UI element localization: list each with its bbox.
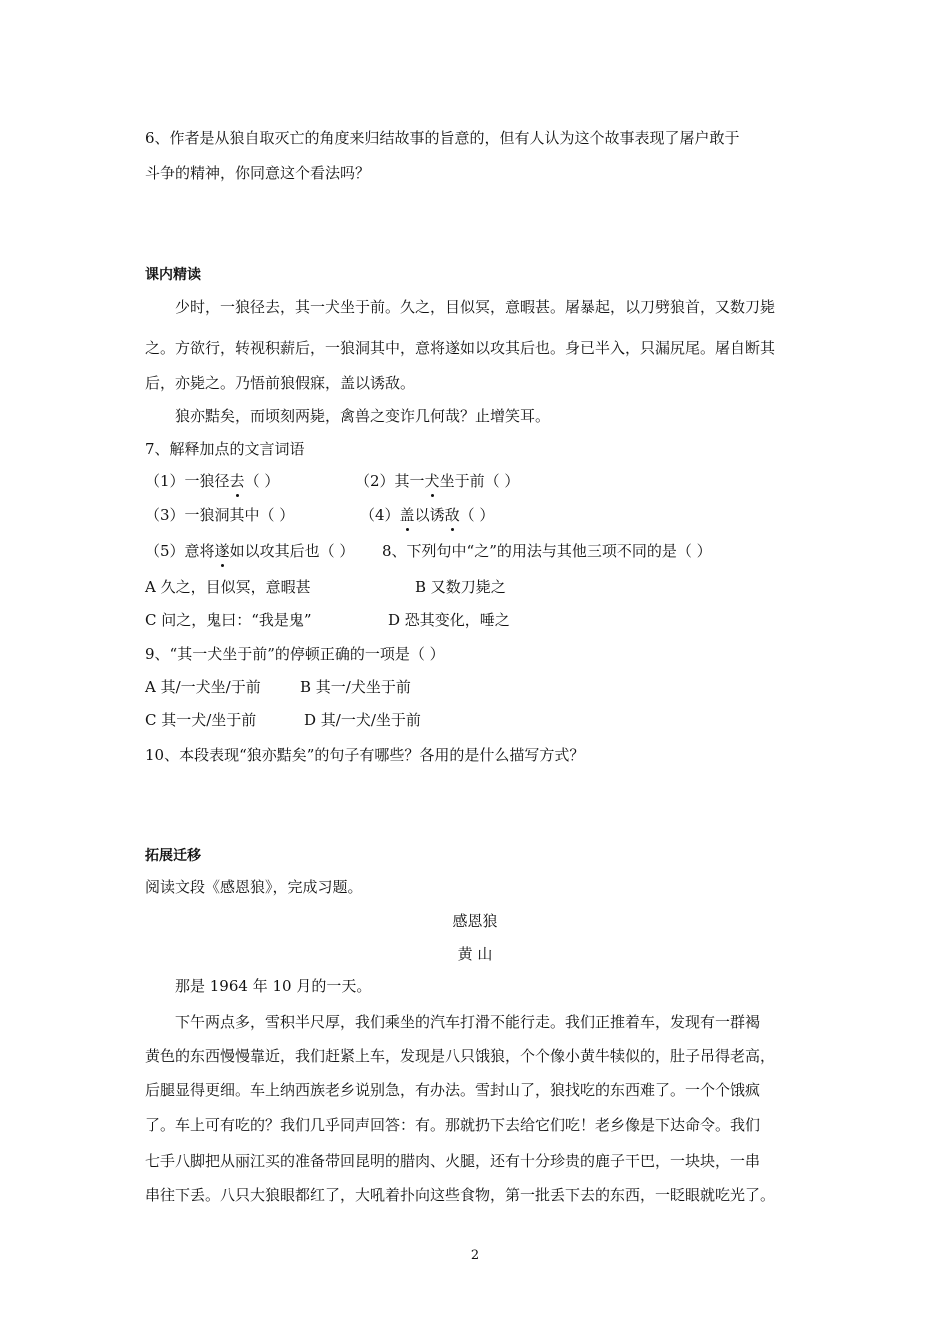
q7-item-4: （4）盖以诱敌（ ） <box>360 506 495 524</box>
q7-item-5: （5）意将遂如以攻其后也（ ） <box>145 542 355 560</box>
story-date-line: 那是 1964 年 10 月的一天。 <box>175 977 372 995</box>
page-number: 2 <box>470 1248 480 1263</box>
story-line-6: 串往下丢。八只大狼眼都红了，大吼着扑向这些食物，第一批丢下去的东西，一眨眼就吃光了。 <box>145 1186 776 1204</box>
q8-title: 8、下列句中“之”的用法与其他三项不同的是（ ） <box>382 542 712 560</box>
q8-option-c: C 问之，鬼曰：“我是鬼” <box>145 611 312 629</box>
q8-option-d: D 恐其变化，唾之 <box>388 611 510 629</box>
q7-item-1: （1）一狼径去（ ） <box>145 472 280 490</box>
story-line-2: 黄色的东西慢慢靠近，我们赶紧上车，发现是八只饿狼，个个像小黄牛犊似的，肚子吊得老高， <box>145 1047 776 1065</box>
passage-line-1: 少时，一狼径去，其一犬坐于前。久之，目似冥，意暇甚。屠暴起，以刀劈狼首，又数刀毙 <box>175 298 776 316</box>
story-line-4: 了。车上可有吃的？我们几乎同声回答：有。那就扔下去给它们吃！老乡像是下达命令。我们 <box>145 1116 761 1134</box>
section-heading-extension: 拓展迁移 <box>145 848 201 864</box>
q8-option-a: A 久之，目似冥，意暇甚 <box>145 578 311 596</box>
story-line-1: 下午两点多，雪积半尺厚，我们乘坐的汽车打滑不能行走。我们正推着车，发现有一群褐 <box>175 1013 761 1031</box>
passage-paragraph-2: 狼亦黠矣，而顷刻两毙，禽兽之变诈几何哉？止增笑耳。 <box>175 407 551 425</box>
passage-line-2: 之。方欲行，转视积薪后，一狼洞其中，意将遂如以攻其后也。身已半入，只漏尻尾。屠自断其 <box>145 339 776 357</box>
story-line-3: 后腿显得更细。车上纳西族老乡说别急，有办法。雪封山了，狼找吃的东西难了。一个个饿疯 <box>145 1081 761 1099</box>
reading-intro: 阅读文段《感恩狼》，完成习题。 <box>145 878 363 896</box>
q8-option-b: B 又数刀毙之 <box>415 578 506 596</box>
q7-title: 7、解释加点的文言词语 <box>145 440 305 458</box>
q9-option-a: A 其/一犬坐/于前 <box>145 678 261 696</box>
q9-option-d: D 其/一犬/坐于前 <box>304 711 421 729</box>
section-heading-close-reading: 课内精读 <box>145 267 201 283</box>
q7-item-2: （2）其一犬坐于前（ ） <box>355 472 520 490</box>
passage-line-3: 后，亦毙之。乃悟前狼假寐，盖以诱敌。 <box>145 374 416 392</box>
q9-option-c: C 其一犬/坐于前 <box>145 711 257 729</box>
story-line-5: 七手八脚把从丽江买的准备带回昆明的腊肉、火腿，还有十分珍贵的鹿子干巴，一块块，一串 <box>145 1152 761 1170</box>
q9-option-b: B 其一/犬坐于前 <box>300 678 411 696</box>
story-author: 黄 山 <box>457 945 493 963</box>
q9-title: 9、“其一犬坐于前”的停顿正确的一项是（ ） <box>145 645 445 663</box>
story-title: 感恩狼 <box>452 912 498 930</box>
q7-item-3: （3）一狼洞其中（ ） <box>145 506 295 524</box>
q6-line-2: 斗争的精神，你同意这个看法吗？ <box>145 164 371 182</box>
q10-question: 10、本段表现“狼亦黠矣”的句子有哪些？各用的是什么描写方式？ <box>145 746 585 764</box>
q6-line-1: 6、作者是从狼自取灭亡的角度来归结故事的旨意的，但有人认为这个故事表现了屠户敢于 <box>145 129 740 147</box>
